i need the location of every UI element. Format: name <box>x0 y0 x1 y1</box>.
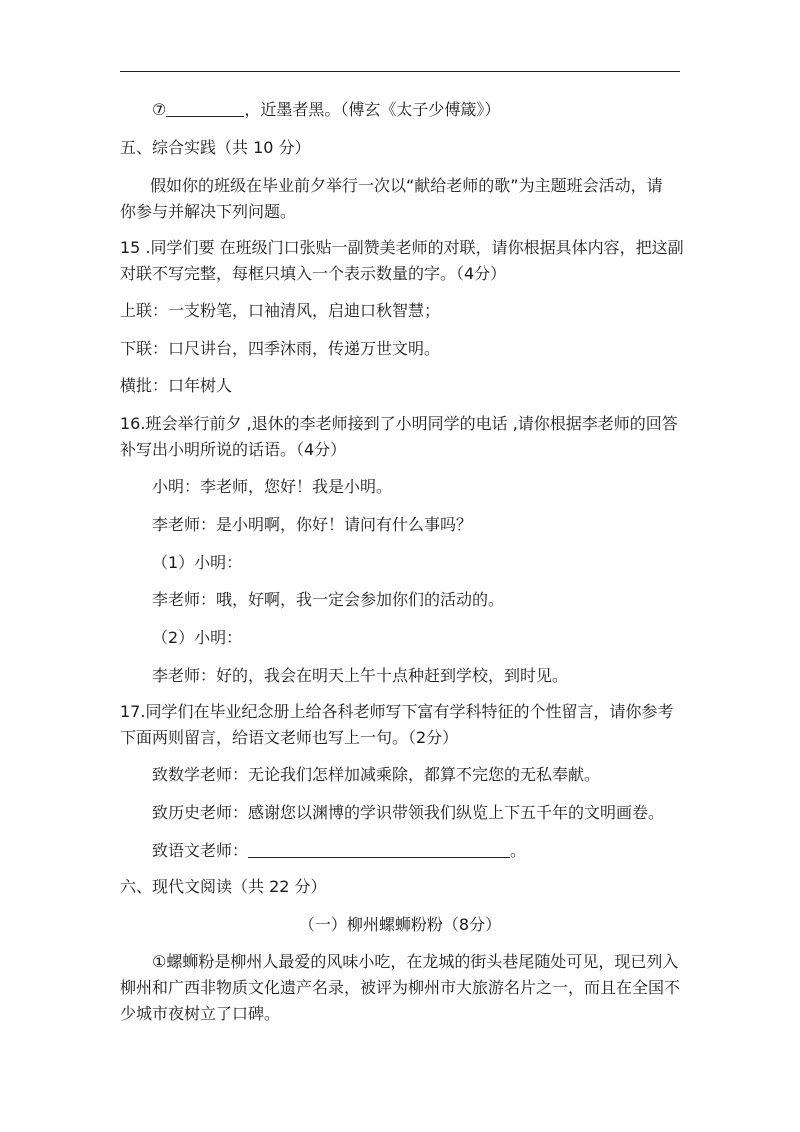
section6-para1-line1: ①螺蛳粉是柳州人最爱的风味小吃，在龙城的街头巷尾随处可见，现已列入 <box>152 952 679 971</box>
q17-chinese-label: 致语文老师： <box>152 841 249 860</box>
q17-line2: 下面两则留言，给语文老师也写上一句。（2分） <box>120 728 459 747</box>
q17-history-message: 致历史老师：感谢您以渊博的学识带领我们纵览上下五千年的文明画卷。 <box>152 803 665 822</box>
section5-title: 五、综合实践（共 10 分） <box>120 138 311 157</box>
q17-chinese-line <box>120 835 712 867</box>
section6-title: 六、现代文阅读（共 22 分） <box>120 877 327 896</box>
q15-line2: 对联不写完整，每框只填入一个表示数量的字。（4分） <box>120 264 507 283</box>
q15-lower-couplet: 下联：口尺讲台，四季沐雨，传递万世文明。 <box>120 339 441 358</box>
q7-text: ，近墨者黑。（傅玄《太子少傅箴》） <box>244 100 501 119</box>
q16-dialogue-answer1: （1）小明： <box>152 553 243 572</box>
q17-math-message: 致数学老师：无论我们怎样加减乘除，都算不完您的无私奉献。 <box>152 765 601 784</box>
q17-answer-blank <box>248 839 510 858</box>
section5-intro-line2: 你参与并解决下列问题。 <box>120 202 297 221</box>
top-divider <box>120 71 680 72</box>
q16-dialogue-line: 李老师：好的，我会在明天上午十点种赶到学校，到时见。 <box>152 666 569 685</box>
q16-line2: 补写出小明所说的话语。（4分） <box>120 440 347 459</box>
section6-para1-line2: 柳州和广西非物质文化遗产名录，被评为柳州市大旅游名片之一，而且在全国不 <box>120 978 681 997</box>
q7-line <box>120 94 712 126</box>
q16-dialogue-line: 李老师：是小明啊，你好！请问有什么事吗？ <box>152 515 473 534</box>
q7-number: ⑦ <box>152 100 167 119</box>
q17-chinese-period: 。 <box>510 841 527 860</box>
q16-dialogue-line: 小明：李老师，您好！我是小明。 <box>152 477 393 496</box>
q15-banner: 横批：口年树人 <box>120 376 233 395</box>
q17-line1: 17.同学们在毕业纪念册上给各科老师写下富有学科特征的个性留言，请你参考 <box>120 702 674 721</box>
section5-intro-line1: 假如你的班级在毕业前夕举行一次以“献给老师的歌”为主题班会活动，请 <box>150 176 663 195</box>
q7-answer-blank <box>166 98 244 117</box>
q16-line1: 16.班会举行前夕 ,退休的李老师接到了小明同学的电话 ,请你根据李老师的回答 <box>120 414 678 433</box>
q15-line1: 15 .同学们要 在班级门口张贴一副赞美老师的对联，请你根据具体内容，把这副 <box>120 238 684 257</box>
section6-para1-line3: 少城市夜树立了口碑。 <box>120 1004 281 1023</box>
q15-upper-couplet: 上联：一支粉笔，口袖清风，启迪口秋智慧； <box>120 301 441 320</box>
section6-subtitle: （一）柳州螺蛳粉粉（8分） <box>298 915 502 934</box>
q16-dialogue-answer2: （2）小明： <box>152 628 243 647</box>
q16-dialogue-line: 李老师：哦，好啊，我一定会参加你们的活动的。 <box>152 590 505 609</box>
